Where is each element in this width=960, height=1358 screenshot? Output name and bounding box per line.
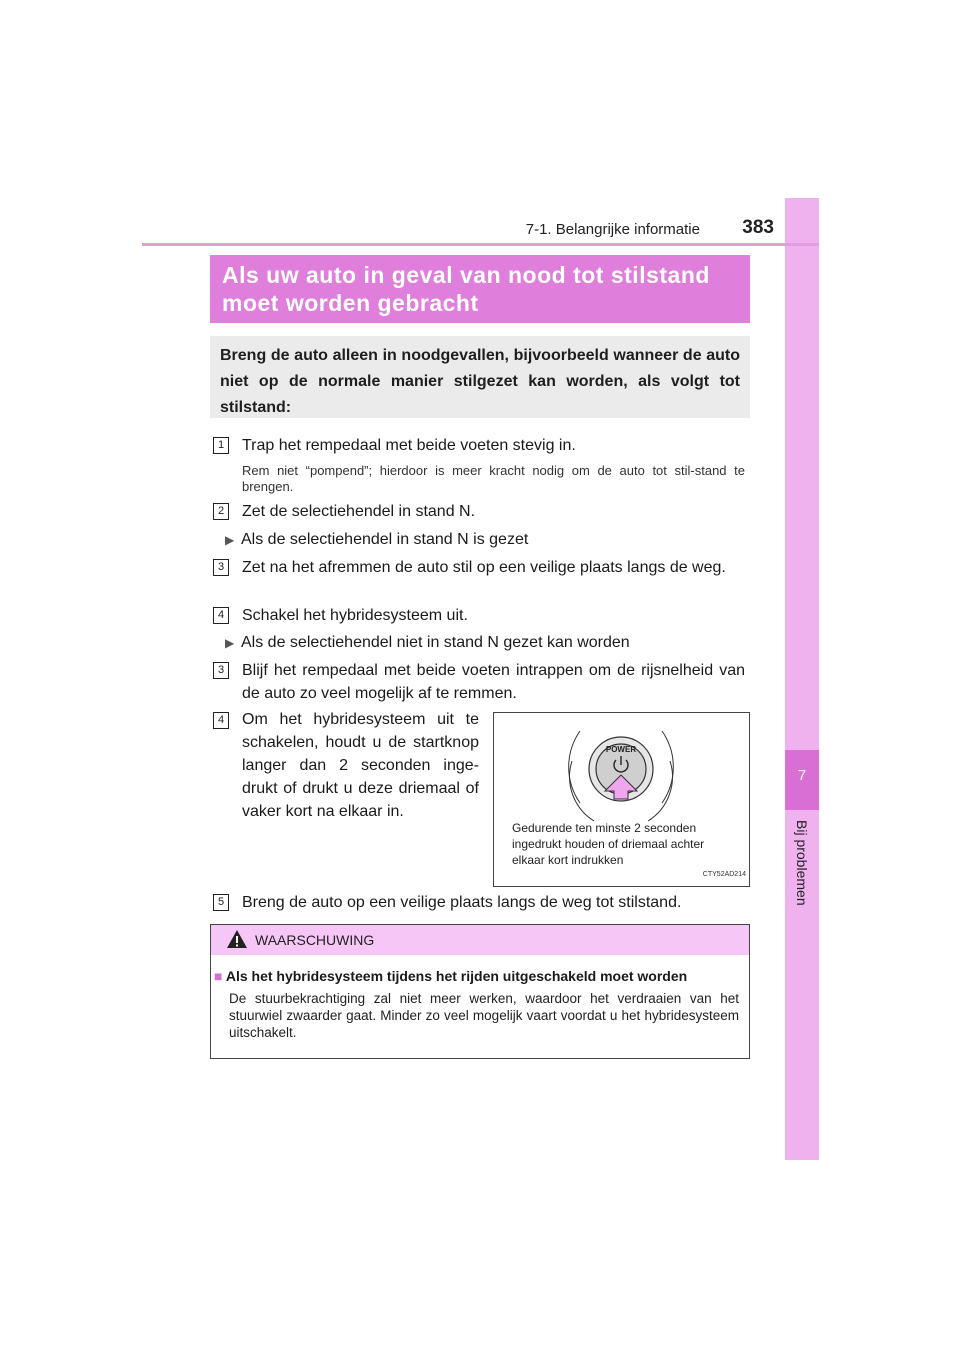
- step-text: Blijf het rempedaal met beide voeten intrappen om de rijsnelheid van de auto zo veel mogelijk af te remmen.: [242, 662, 745, 702]
- chapter-name: Bij problemen: [794, 820, 810, 906]
- step-text: Schakel het hybridesysteem uit.: [242, 607, 468, 624]
- condition-heading: ▶ Als de selectiehendel niet in stand N gezet kan worden: [225, 631, 745, 655]
- figure-code: CTY52AD214: [702, 871, 746, 878]
- step-number-badge: 3: [213, 662, 229, 679]
- intro-box: Breng de auto alleen in noodgevallen, bijvoorbeeld wanneer de auto niet op de normale manier stilgezet kan worden, als volgt tot stilstand:: [210, 336, 750, 418]
- warning-body: De stuurbekrachtiging zal niet meer werken, waardoor het verdraaien van het stuurwiel zwaarder gaat. Minder zo veel mogelijk vaart voordat u het hybridesysteem uitschakelt.: [229, 991, 739, 1040]
- triangle-right-icon: ▶: [225, 636, 235, 650]
- power-label: POWER: [605, 745, 637, 754]
- page-title: [210, 255, 750, 323]
- step-number-badge: 1: [213, 437, 229, 454]
- page-title-line-2: moet worden gebracht: [222, 290, 479, 316]
- step-number-badge: 2: [213, 503, 229, 520]
- header-divider: [142, 243, 819, 246]
- warning-heading: ■ Als het hybridesysteem tijdens het rijden uitgeschakeld moet worden: [214, 968, 688, 984]
- step-text: Zet de selectiehendel in stand N.: [242, 503, 476, 520]
- warning-triangle-icon: [226, 929, 248, 949]
- chapter-number: 7: [797, 767, 807, 784]
- step-text: Breng de auto op een veilige plaats langs de weg tot stilstand.: [242, 894, 682, 911]
- page-title-line-1: Als uw auto in geval van nood tot stilstand: [222, 262, 710, 288]
- triangle-right-icon: ▶: [225, 533, 235, 547]
- figure-caption: Gedurende ten minste 2 seconden ingedrukt houden of driemaal achter elkaar kort indrukken: [512, 821, 705, 867]
- step-number-badge: 3: [213, 559, 229, 576]
- step-text: Om het hybridesysteem uit te schakelen, houdt u de startknop langer dan 2 seconden inge-drukt of drukt u deze driemaal of vaker kort na elkaar in.: [242, 711, 479, 820]
- step-text: Zet na het afremmen de auto stil op een veilige plaats langs de weg.: [242, 559, 726, 576]
- chapter-side-tab: [785, 198, 819, 1160]
- section-title: 7-1. Belangrijke informatie: [525, 221, 700, 238]
- step-number-badge: 5: [213, 894, 229, 911]
- step-number-badge: 4: [213, 712, 229, 729]
- square-bullet-icon: ■: [214, 968, 223, 984]
- condition-heading: ▶ Als de selectiehendel in stand N is gezet: [225, 528, 745, 552]
- step-number-badge: 4: [213, 607, 229, 624]
- page-number: 383: [742, 217, 774, 238]
- step-text: Trap het rempedaal met beide voeten stevig in.: [242, 437, 576, 454]
- step-note: Rem niet “pompend”; hierdoor is meer kracht nodig om de auto tot stil-stand te brengen.: [242, 463, 745, 494]
- warning-label: WAARSCHUWING: [255, 932, 375, 948]
